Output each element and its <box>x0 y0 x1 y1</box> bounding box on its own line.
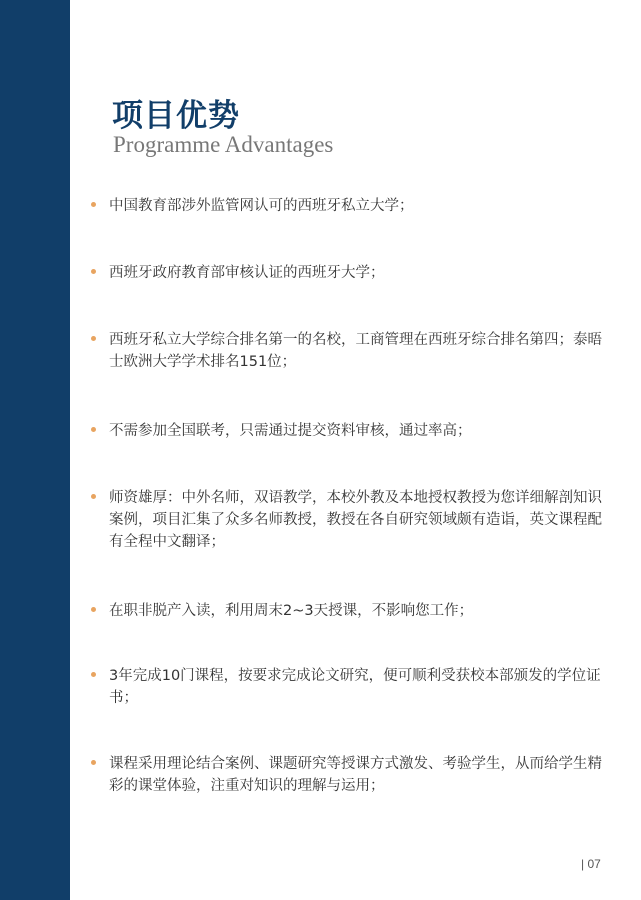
bullet-dot-icon <box>91 269 96 274</box>
bullet-dot-icon <box>91 202 96 207</box>
list-item-text: 课程采用理论结合案例、课题研究等授课方式激发、考验学生，从而给学生精彩的课堂体验，注重对知识的理解与运用； <box>109 756 602 794</box>
list-item-text: 西班牙政府教育部审核认证的西班牙大学； <box>109 265 385 281</box>
bullet-dot-icon <box>91 672 96 677</box>
page-title: 项目优势 <box>112 98 240 134</box>
list-item-text: 3年完成10门课程，按要求完成论文研究，便可顺利受获校本部颁发的学位证书； <box>109 668 601 706</box>
list-item-text: 中国教育部涉外监管网认可的西班牙私立大学； <box>109 198 414 214</box>
list-item-text: 西班牙私立大学综合排名第一的名校，工商管理在西班牙综合排名第四；泰晤士欧洲大学学术排名151位； <box>109 332 602 370</box>
bullet-dot-icon <box>91 607 96 612</box>
list-item-text: 不需参加全国联考，只需通过提交资料审核，通过率高； <box>109 423 472 439</box>
bullet-dot-icon <box>91 336 96 341</box>
bullet-dot-icon <box>91 760 96 765</box>
bullet-dot-icon <box>91 494 96 499</box>
page-number: | 07 <box>581 857 601 871</box>
page-subtitle: Programme Advantages <box>113 132 334 157</box>
list-item-text: 在职非脱产入读，利用周末2~3天授课，不影响您工作； <box>109 603 474 619</box>
list-item-text: 师资雄厚：中外名师，双语教学，本校外教及本地授权教授为您详细解剖知识案例，项目汇集了众多名师教授，教授在各自研究领域颇有造诣，英文课程配有全程中文翻译； <box>109 490 602 550</box>
bullet-dot-icon <box>91 427 96 432</box>
